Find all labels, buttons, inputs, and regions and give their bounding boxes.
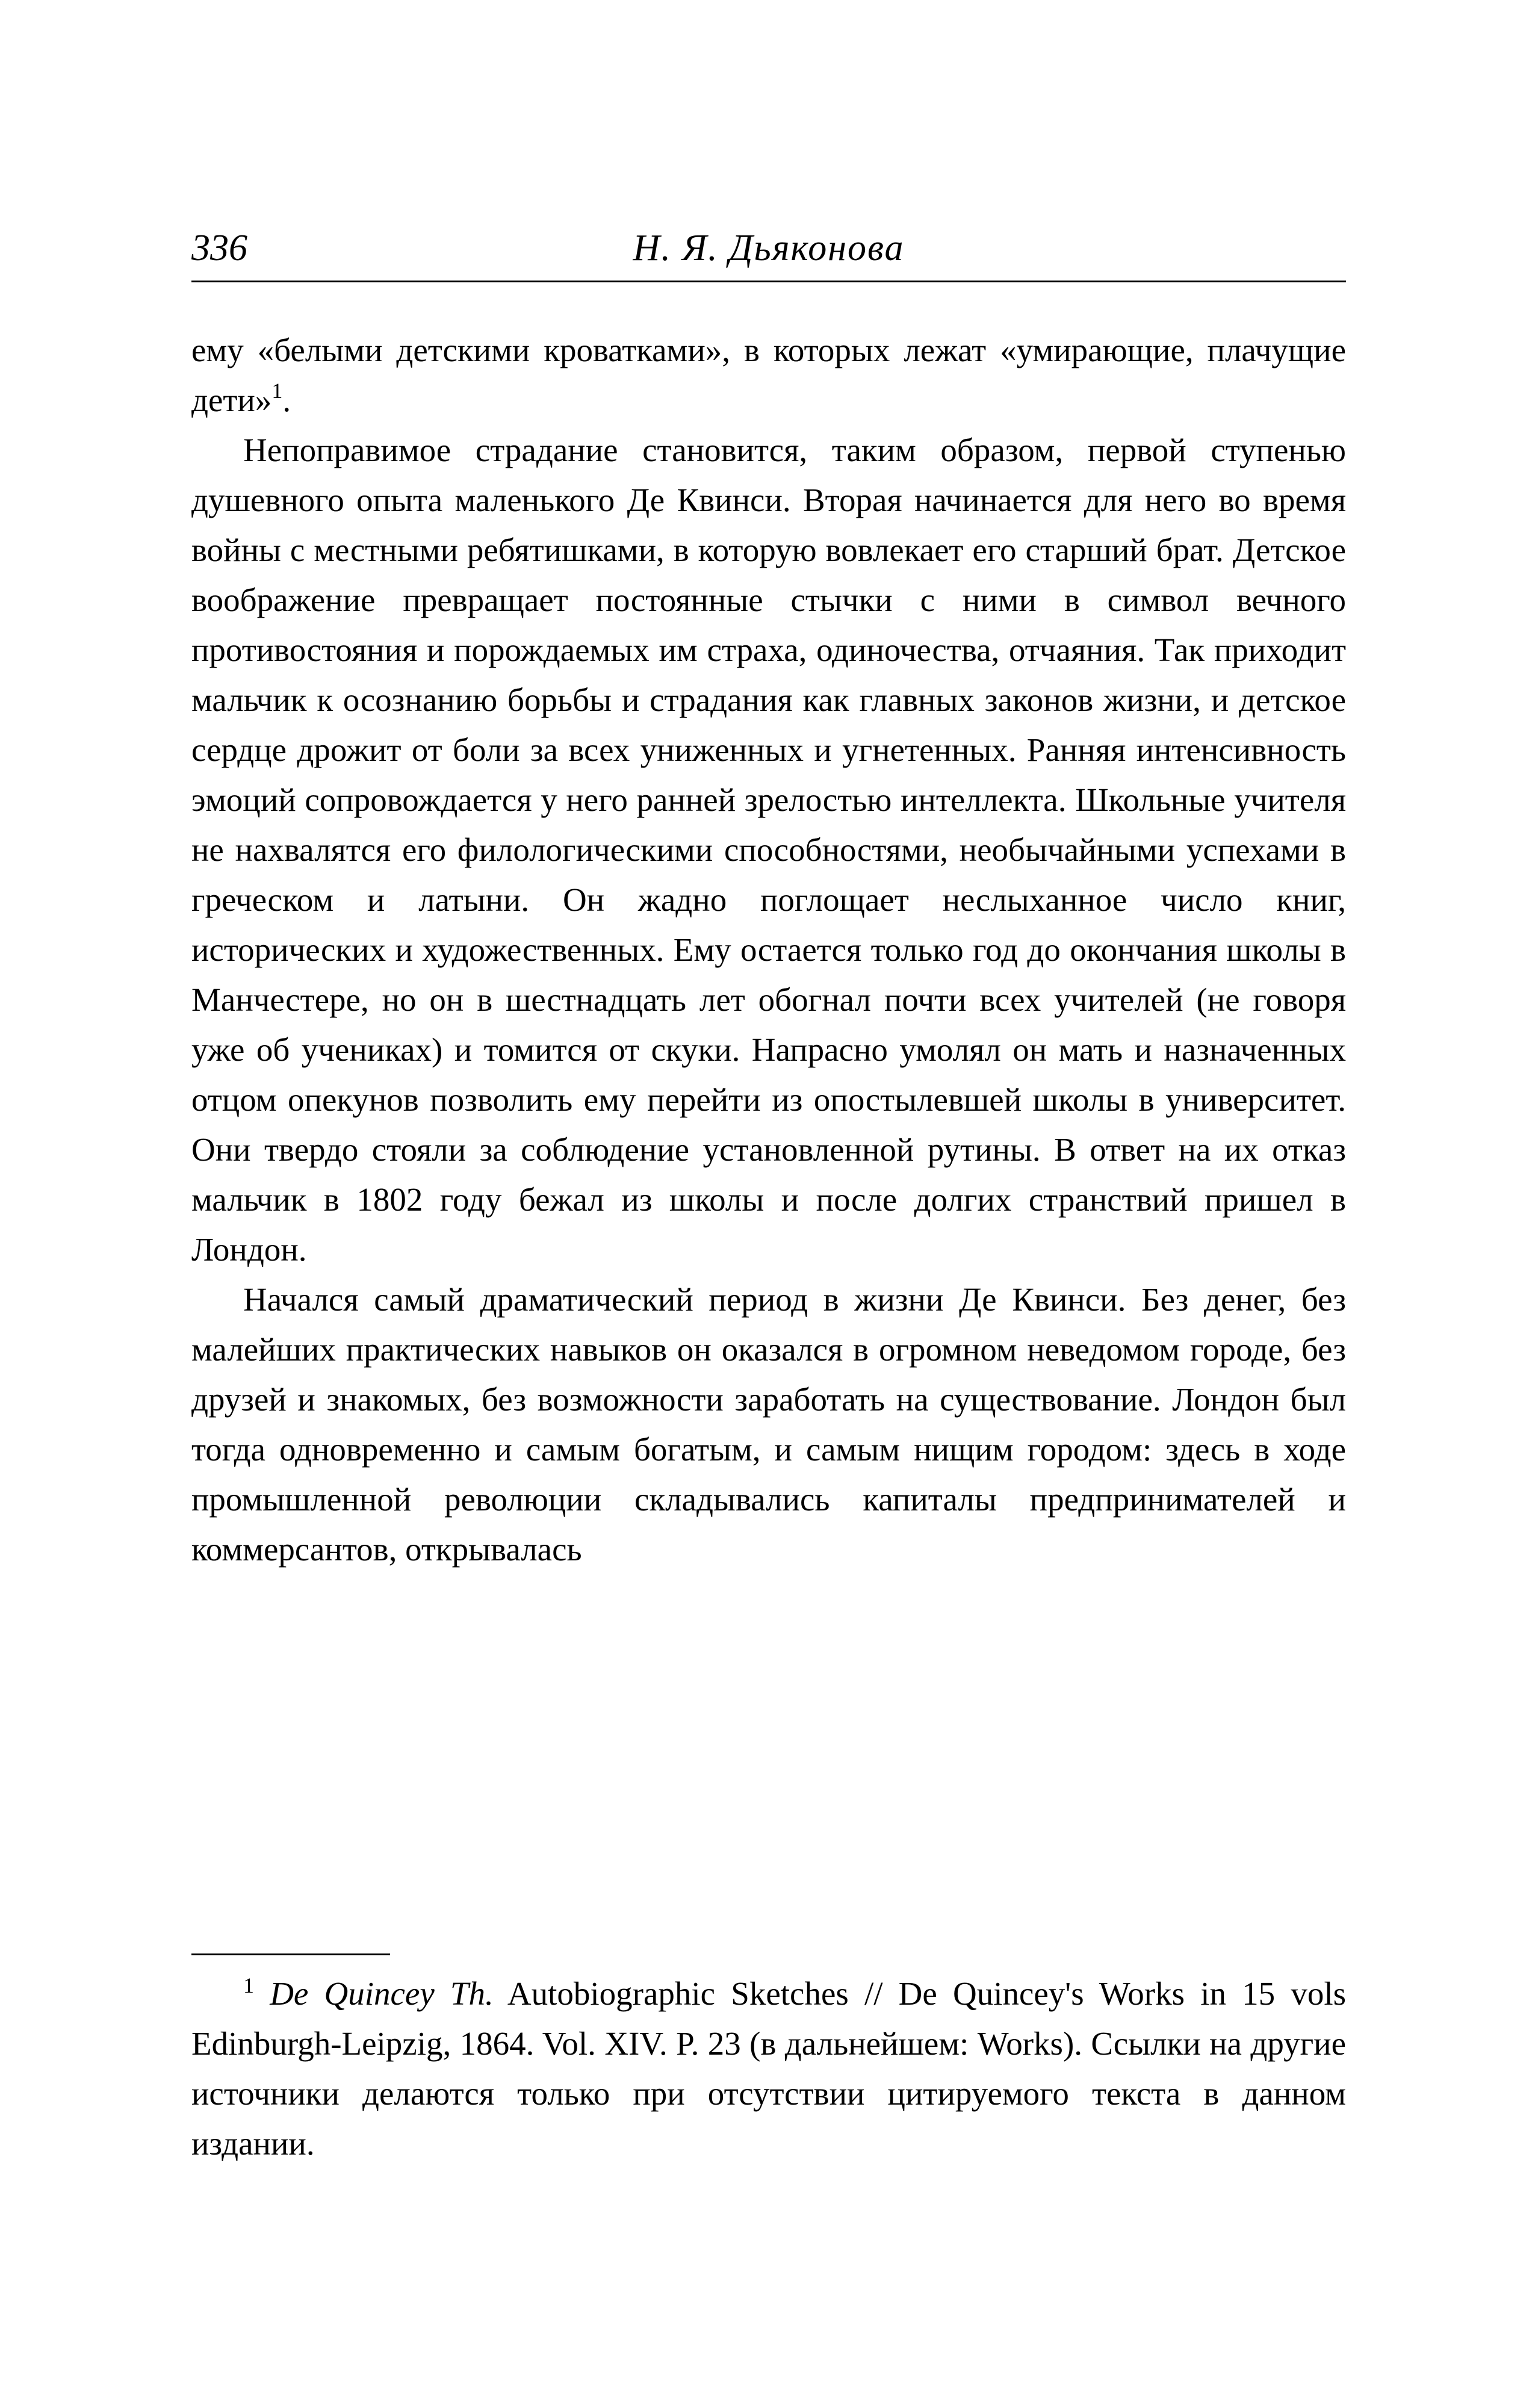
paragraph-3: Начался самый драматический период в жизни Де Квинси. Без денег, без малейших практических навыков он оказался в огромном неведомом городе, без друзей и знакомых, без возможности заработать на существование. Лондон был тогда одновременно и самым богатым, и самым нищим городом: здесь в ходе промышленной революции складывались капиталы предпринимателей и коммерсантов, открывалась <box>191 1281 1346 1568</box>
footnote-author: De Quincey Th. <box>270 1975 494 2012</box>
footnote <box>191 1969 1346 2168</box>
footnote-text: Autobiographic Sketches // De Quincey's Works in 15 vols Edinburgh-Leipzig, 1864. Vol. XIV. P. 23 (в дальнейшем: Works). Ссылки на другие источники делаются только при отсутствии цитируемого текста в данном издании. <box>191 1975 1347 2162</box>
footnote-reference: 1 <box>271 379 283 403</box>
running-head <box>191 224 1346 272</box>
body-text <box>191 325 1346 1574</box>
paragraph-continued <box>191 325 1346 425</box>
header-rule <box>191 281 1346 282</box>
paragraph-2: Непоправимое страдание становится, таким образом, первой ступенью душевного опыта маленького Де Квинси. Вторая начинается для него во время войны с местными ребятишками, в которую вовлекает его старший брат. Детское воображение превращает постоянные стычки с ними в символ вечного противостояния и порождаемых им страха, одиночества, отчаяния. Так приходит мальчик к осознанию борьбы и страдания как главных законов жизни, и детское сердце дрожит от боли за всех униженных и угнетенных. Ранняя интенсивность эмоций сопровождается у него ранней зрелостью интеллекта. Школьные учителя не нахвалятся его филологическими способностями, необычайными успехами в греческом и латыни. Он жадно поглощает неслыханное число книг, исторических и художественных. Ему остается только год до окончания школы в Манчестере, но он в шестнадцать лет обогнал почти всех учителей (не говоря уже об учениках) и томится от скуки. Напрасно умолял он мать и назначенных отцом опекунов позволить ему перейти из опостылевшей школы в университет. Они твердо стояли за соблюдение установленной рутины. В ответ на их отказ мальчик в 1802 году бежал из школы и после долгих странствий пришел в Лондон. <box>191 432 1346 1268</box>
running-title: Н. Я. Дьяконова <box>633 228 905 268</box>
footnote-marker: 1 <box>243 1973 254 1997</box>
paragraph-1-end: . <box>282 382 291 418</box>
footnote-rule <box>191 1953 390 1955</box>
paragraph-1-text: ему «белыми детскими кроватками», в которых лежат «умирающие, плачущие дети» <box>191 332 1346 418</box>
page-number: 336 <box>191 228 247 268</box>
